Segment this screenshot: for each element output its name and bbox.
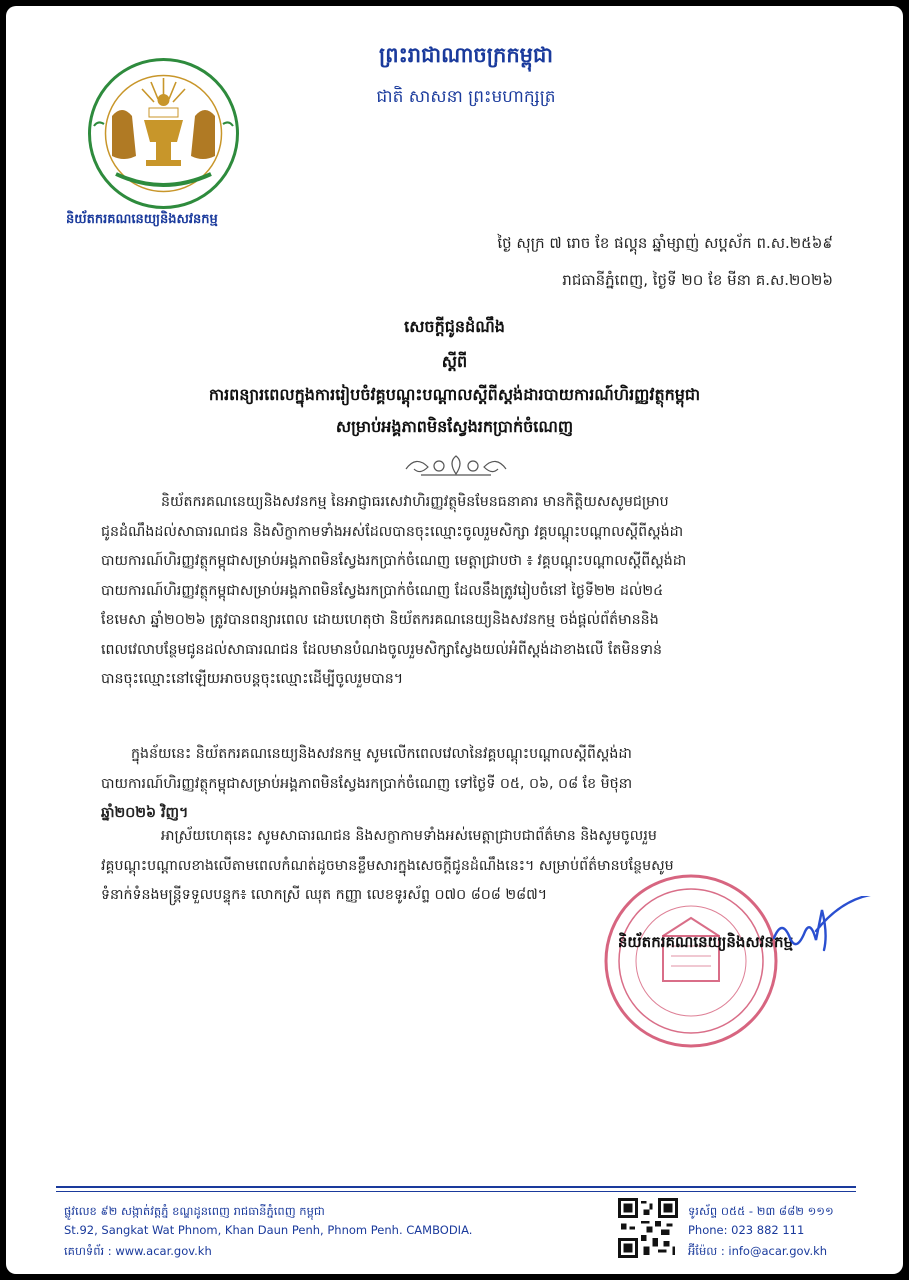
official-stamp [601, 871, 781, 1051]
footer-divider-thin [56, 1191, 856, 1192]
notice-subject-line2: សម្រាប់អង្គភាពមិនស្វែងរកប្រាក់ចំណេញ [335, 417, 574, 436]
paragraph-line: ខែមេសា ឆ្នាំ២០២៦ ត្រូវបានពន្យារពេល ដោយហេតុថា និយ័តករគណនេយ្យនិងសវនកម្ម ចង់ផ្តល់ព័ត៌មាននិង [101, 612, 659, 628]
paragraph-line: បាយការណ៍ហិរញ្ញវត្ថុកម្ពុជាសម្រាប់អង្គភាពមិនស្វែងរកប្រាក់ចំណេញ មេត្តាជ្រាបថា ៖ វគ្គបណ្តុះបណ្តាលស្តីពីស្តង់ដា [101, 553, 687, 569]
gregorian-date: រាជធានីភ្នំពេញ, ថ្ងៃទី ២០ ខែ មីនា គ.ស.២០២៦ [562, 271, 833, 289]
document-page [6, 6, 903, 1274]
organization-name: និយ័តករគណនេយ្យនិងសវនកម្ម [66, 212, 218, 227]
paragraph-line: វគ្គបណ្តុះបណ្តាលខាងលើតាមពេលកំណត់ដូចមានខ្លឹមសារក្នុងសេចក្តីជូនដំណឹងនេះ។ សម្រាប់ព័ត៌មានបន្ថែមសូម [101, 857, 674, 874]
paragraph-line: ជូនដំណឹងដល់សាធារណជន និងសិក្ខាកាមទាំងអស់ដែលបានចុះឈ្មោះចូលរួមសិក្សា វគ្គបណ្តុះបណ្តាលស្តីពីស្តង់ដា [101, 523, 684, 540]
paragraph-line: ពេលវេលាបន្ថែមជូនដល់សាធារណជន ដែលមានបំណងចូលរួមសិក្សាស្វែងយល់អំពីស្តង់ដាខាងលើ តែមិនទាន់ [101, 641, 663, 658]
address-english: St.92, Sangkat Wat Phnom, Khan Daun Penh, Phnom Penh. CAMBODIA. [64, 1223, 473, 1237]
website-link[interactable]: គេហទំព័រ : www.acar.gov.kh [64, 1244, 212, 1258]
paragraph-line: បាយការណ៍ហិរញ្ញវត្ថុកម្ពុជាសម្រាប់អង្គភាពមិនស្វែងរកប្រាក់ចំណេញ ទៅថ្ងៃទី ០៥, ០៦, ០៨ ខែ មិថុនា [101, 775, 633, 792]
notice-about: ស្តីពី [441, 352, 468, 371]
handwritten-signature [766, 896, 876, 966]
paragraph-line: បានចុះឈ្មោះនៅឡើយអាចបន្តចុះឈ្មោះដើម្បីចូលរួមបាន។ [101, 671, 404, 687]
phone-khmer: ទូរស័ព្ទ ០៥៥ - ២៣ ៨៨២ ១១១ [688, 1204, 834, 1218]
phone-english: Phone: 023 882 111 [688, 1223, 805, 1237]
paragraph-line: ក្នុងន័យនេះ និយ័តករគណនេយ្យនិងសវនកម្ម សូមលើកពេលវេលានៃវគ្គបណ្តុះបណ្តាលស្តីពីស្តង់ដា [131, 746, 632, 762]
paragraph-line: ឆ្នាំ២០២៦ វិញ។ [101, 805, 189, 821]
body-paragraph-1 [101, 488, 846, 695]
body-paragraph-2 [101, 740, 846, 829]
national-motto: ជាតិ សាសនា ព្រះមហាក្សត្រ [376, 87, 556, 107]
acar-logo [86, 56, 241, 211]
email-link[interactable]: អ៊ីម៉ែល : info@acar.gov.kh [688, 1244, 828, 1258]
footer-divider [56, 1186, 856, 1188]
paragraph-line: និយ័តករគណនេយ្យនិងសវនកម្ម នៃអាជ្ញាធរសេវាហិរញ្ញវត្ថុមិនមែនធនាគារ មានកិត្តិយសសូមជម្រាប [161, 494, 669, 510]
lunar-date: ថ្ងៃ សុក្រ ៧ រោច ខែ ផល្គុន ឆ្នាំម្សាញ់ សប្តស័ក ព.ស.២៥៦៩ [497, 234, 833, 252]
ornament-divider [401, 451, 511, 481]
address-khmer: ផ្លូវលេខ ៩២ សង្កាត់វត្តភ្នំ ខណ្ឌដូនពេញ រាជធានីភ្នំពេញ កម្ពុជា [64, 1204, 325, 1218]
notice-subject-line1: ការពន្យារពេលក្នុងការរៀបចំវគ្គបណ្តុះបណ្តាលស្តីពីស្តង់ដារបាយការណ៍ហិរញ្ញវត្ថុកម្ពុជា [208, 385, 701, 404]
paragraph-line: អាស្រ័យហេតុនេះ សូមសាធារណជន និងសក្ខាកាមទាំងអស់មេត្តាជ្រាបជាព័ត៌មាន និងសូមចូលរួម [161, 828, 657, 844]
kingdom-title: ព្រះរាជាណាចក្រកម្ពុជា [378, 43, 553, 67]
signatory-organization: និយ័តករគណនេយ្យនិងសវនកម្ម [617, 933, 793, 951]
qr-code[interactable] [618, 1198, 678, 1258]
paragraph-line: បាយការណ៍ហិរញ្ញវត្ថុកម្ពុជាសម្រាប់អង្គភាពមិនស្វែងរកប្រាក់ចំណេញ ដែលនឹងត្រូវរៀបចំនៅ ថ្ងៃទី២២ ដល់២៤ [101, 582, 664, 599]
notice-title: សេចក្តីជូនដំណឹង [404, 317, 505, 336]
paragraph-line: ទំនាក់ទំនងមន្ត្រីទទួលបន្ទុក៖ លោកស្រី ឈុត កញ្ញា លេខទូរស័ព្ទ ០៧០ ៨០៨ ២៨៧។ [101, 887, 548, 903]
